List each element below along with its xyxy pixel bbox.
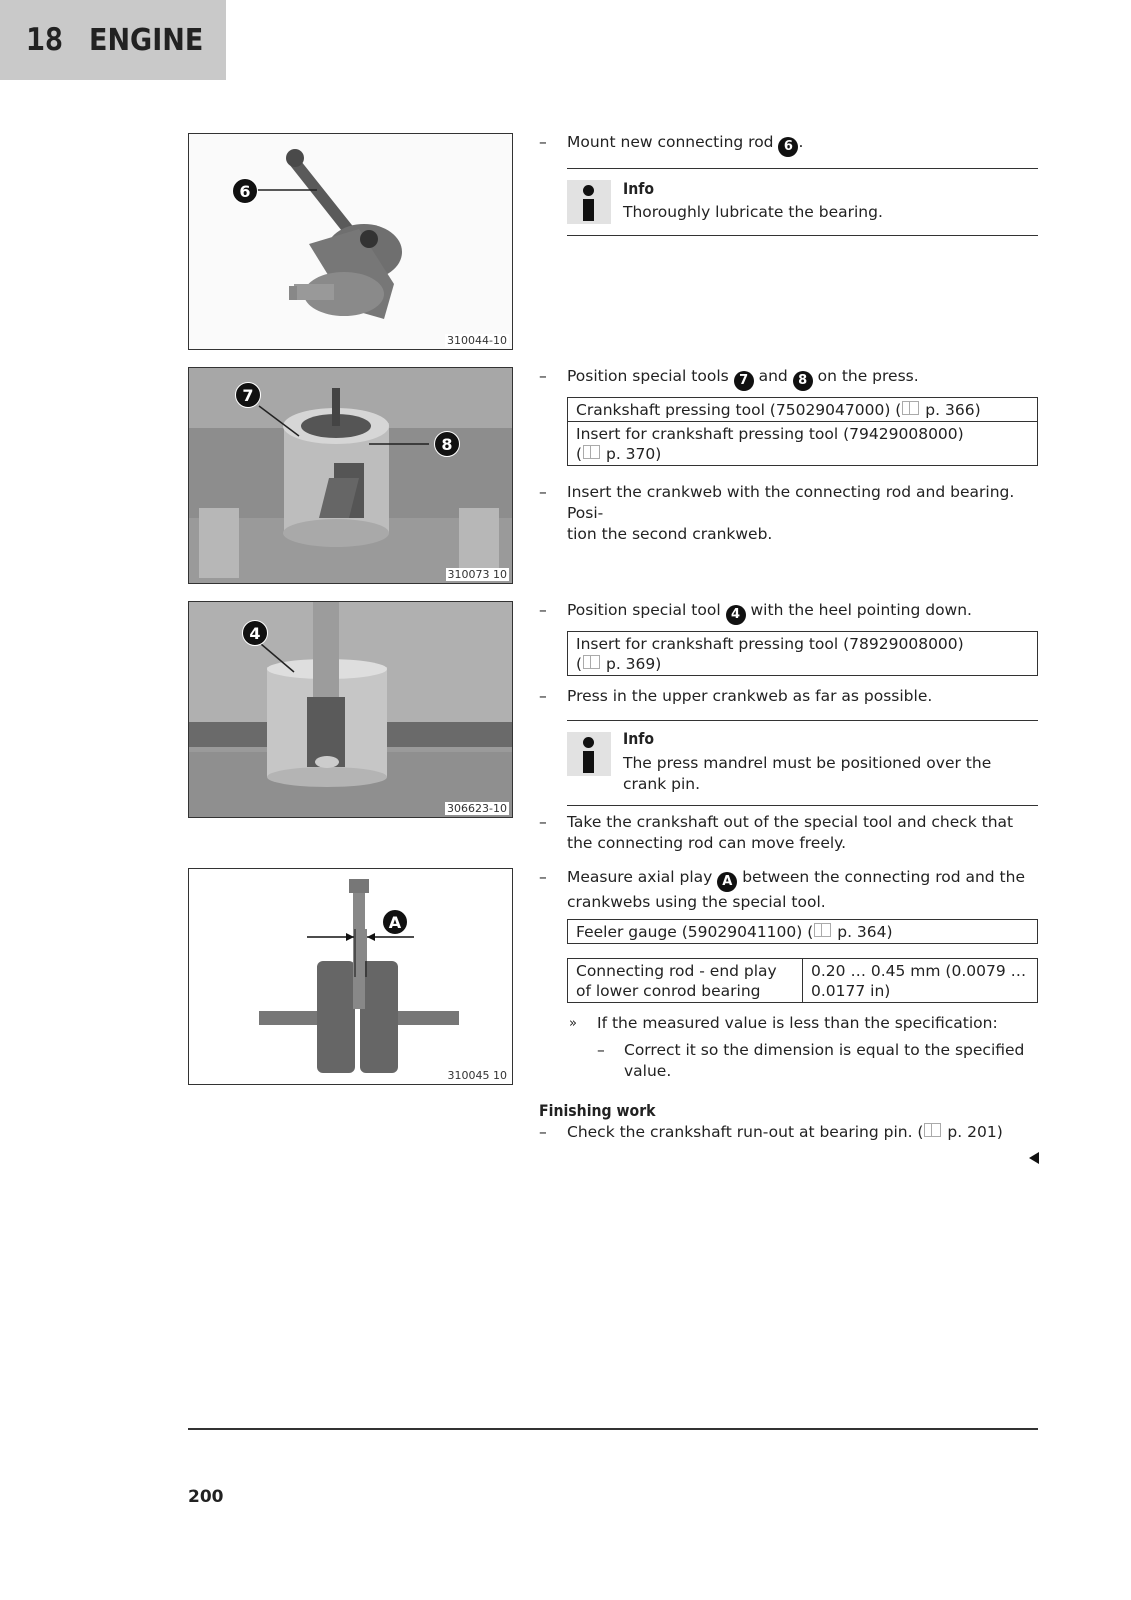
tools-table [567,397,1038,466]
step-dash: – [539,1123,547,1141]
info-title: Info [623,179,655,198]
spec-name: Connecting rod - end play of lower conrod bearing [568,959,803,1003]
step-text: and [753,367,793,385]
feeler-table [567,919,1038,944]
callout-7: 7 [734,371,754,391]
callout-6: 6 [232,178,258,204]
figure-press-mandrel [188,601,513,818]
figure-axial-play [188,868,513,1085]
step-text: between the connecting rod and the crankwebs using the special tool. [567,868,1025,911]
table-row [568,422,1038,466]
step-dash: – [539,687,547,705]
figure-press-tools [188,367,513,584]
page-ref[interactable]: p. 369) [601,655,662,673]
step-dash: – [539,483,547,501]
step-text: Insert the crankweb with the connecting rod and bearing. Posi- [567,483,1015,522]
step-dash: – [539,868,547,886]
book-icon [902,401,919,415]
info-icon [567,180,611,224]
figure-connecting-rod [188,133,513,350]
callout-4: 4 [242,620,268,646]
table-cell [568,920,1038,944]
page-ref[interactable]: p. 370) [601,445,662,463]
callout-6: 6 [778,137,798,157]
step-text: with the heel pointing down. [745,601,972,619]
step-text: Check the crankshaft run-out at bearing pin. ( [567,1123,924,1141]
page-number: 200 [188,1487,224,1507]
callout-a: A [382,909,408,935]
press-mandrel-illustration [189,602,513,818]
figure-id: 310073 10 [447,568,507,581]
info-title: Info [623,729,655,748]
figure-id: 310045 10 [447,1069,507,1082]
table-row [568,632,1038,676]
condition-marker: » [569,1016,577,1031]
page-ref[interactable]: p. 364) [832,923,893,941]
step-dash: – [539,601,547,619]
step-text: Position special tools [567,367,734,385]
section-heading: Finishing work [539,1101,656,1120]
footer-divider [188,1428,1038,1430]
condition-text: If the measured value is less than the specification: [597,1014,998,1032]
page-ref[interactable]: p. 201) [942,1123,1003,1141]
step-dash: – [597,1041,605,1059]
info-box-mandrel [567,720,1038,806]
step-dash: – [539,133,547,151]
info-text: Thoroughly lubricate the bearing. [623,203,883,221]
info-text: The press mandrel must be positioned over the crank pin. [623,754,992,793]
table-cell: Insert for crankshaft pressing tool (78929008000) ( p. 369) [568,632,1038,676]
page-ref[interactable]: p. 366) [920,401,981,419]
chapter-number: 18 [26,22,64,58]
table-row [568,920,1038,944]
correct-text: Correct it so the dimension is equal to the specified value. [624,1041,1025,1080]
step-text: on the press. [812,367,919,385]
step-dash: – [539,367,547,385]
step-dash: – [539,813,547,831]
callout-4: 4 [726,605,746,625]
book-icon [814,923,831,937]
step-text: Take the crankshaft out of the special tool and check that the connecting rod can move freely. [567,813,1014,852]
table-row [568,398,1038,422]
table-cell: Insert for crankshaft pressing tool (79429008000) ( p. 370) [568,422,1038,466]
callout-a: A [717,872,737,892]
callout-8: 8 [793,371,813,391]
tool4-table [567,631,1038,676]
info-icon [567,732,611,776]
chapter-title: ENGINE [89,22,204,58]
spec-value: 0.20 … 0.45 mm (0.0079 … 0.0177 in) [803,959,1038,1003]
chapter-tab [0,0,226,80]
table-row [568,959,1038,1003]
info-box-lubricate [567,168,1038,236]
step-text: Press in the upper crankweb as far as possible. [567,687,933,705]
book-icon [583,445,600,459]
tool-name: Crankshaft pressing tool (75029047000) ( [576,401,902,419]
step-text: tion the second crankweb. [567,525,773,543]
figure-id: 306623-10 [447,802,507,815]
step-text: . [798,133,804,151]
tool-name: Insert for crankshaft pressing tool (79429008000) [576,425,964,443]
step-text: Measure axial play [567,868,718,886]
table-cell [568,398,1038,422]
step-text: Position special tool [567,601,726,619]
callout-7: 7 [235,382,261,408]
spec-table [567,958,1038,1003]
book-icon [924,1123,941,1137]
book-icon [583,655,600,669]
end-of-section-icon [1029,1152,1039,1164]
callout-8: 8 [434,431,460,457]
tool-name: Insert for crankshaft pressing tool (78929008000) [576,635,964,653]
tool-name: Feeler gauge (59029041100) ( [576,923,814,941]
crankshaft-illustration [189,869,513,1085]
figure-id: 310044-10 [447,334,507,347]
connecting-rod-illustration [189,134,513,350]
step-text: Mount new connecting rod [567,133,779,151]
